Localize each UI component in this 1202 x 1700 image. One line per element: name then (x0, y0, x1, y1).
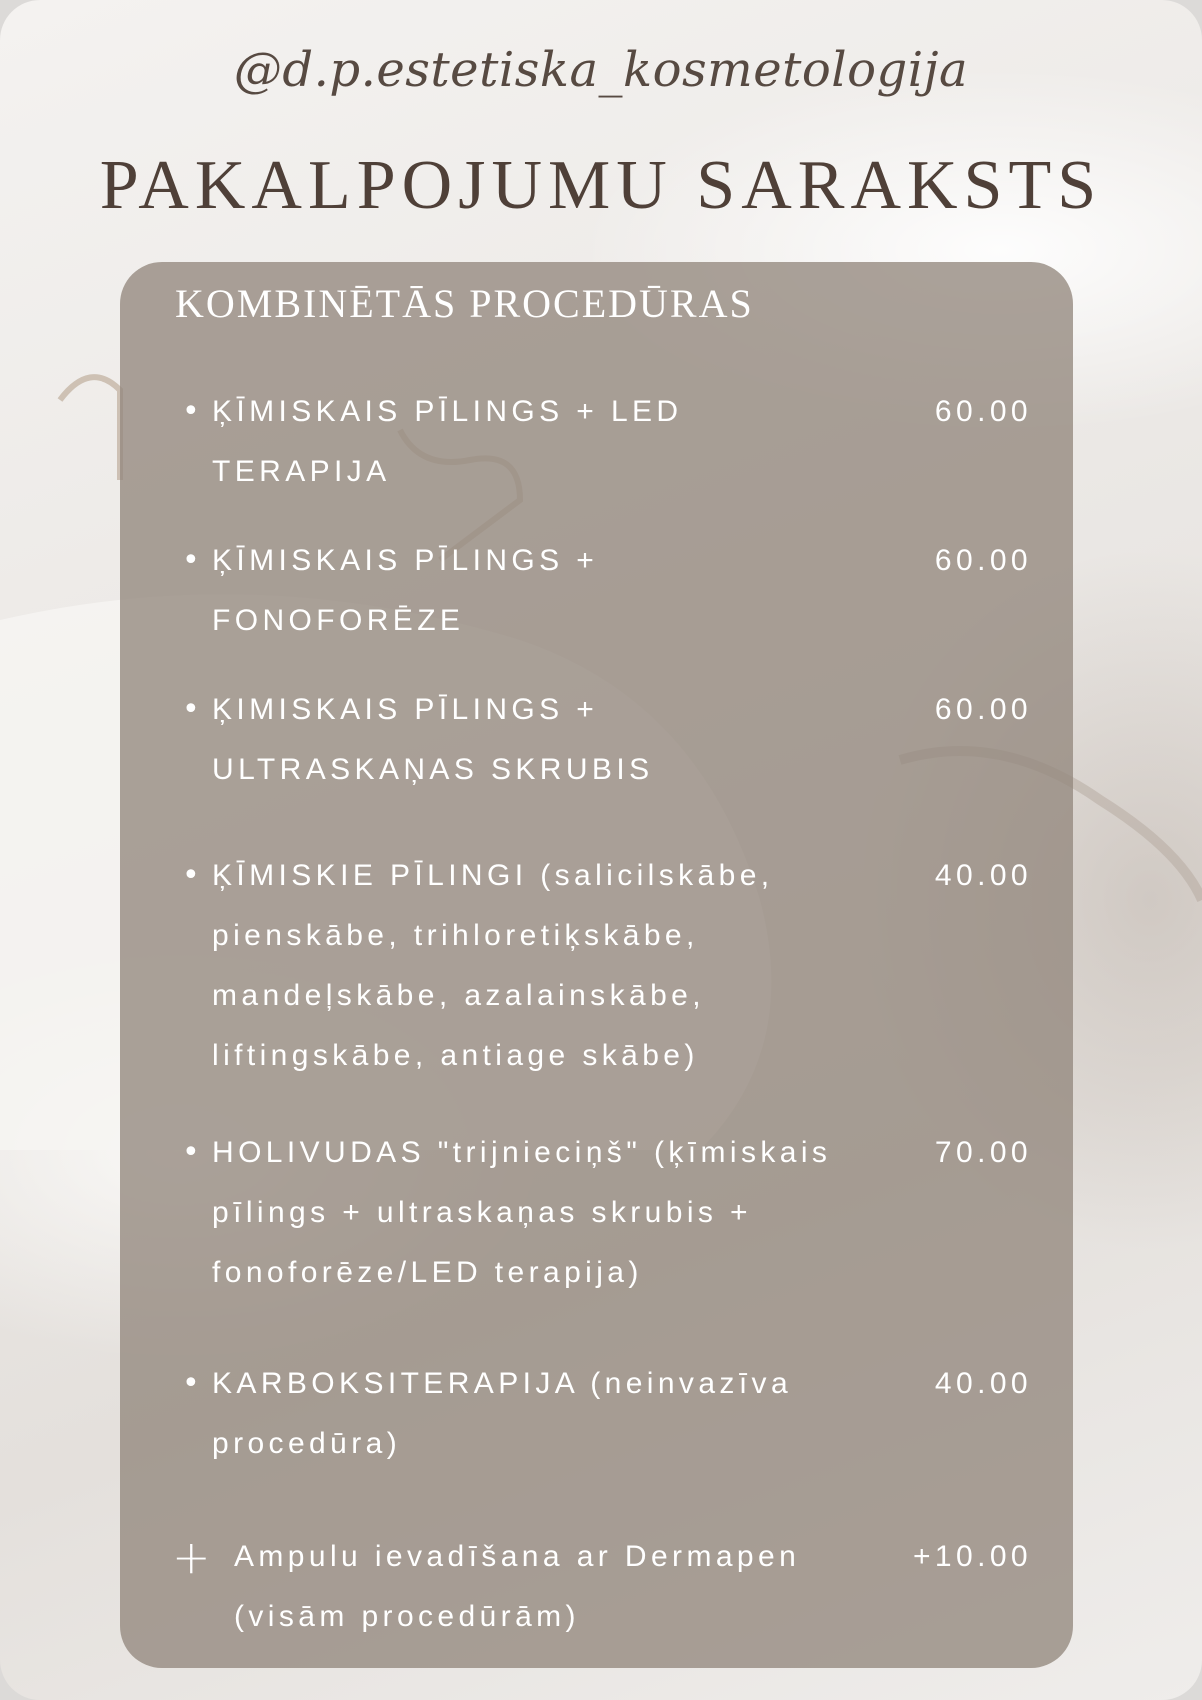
bullet-icon: • (182, 1135, 200, 1170)
service-name: ĶĪMISKAIS PĪLINGS + FONOFORĒZE (212, 544, 599, 637)
service-name: KARBOKSITERAPIJA (neinvazīva procedūra) (212, 1367, 793, 1460)
service-price: 60.00 (934, 693, 1032, 726)
service-price: 60.00 (934, 395, 1032, 428)
addon-name: Ampulu ievadīšana ar Dermapen (visām procedūrām) (234, 1540, 801, 1633)
addon-price: +10.00 (913, 1540, 1032, 1573)
services-card (120, 262, 1073, 1668)
service-price: 70.00 (934, 1136, 1032, 1169)
service-name: ĶĪMISKAIS PĪLINGS + LED TERAPIJA (212, 395, 683, 488)
service-price: 40.00 (934, 859, 1032, 892)
bullet-icon: • (182, 692, 200, 727)
page-title: PAKALPOJUMU SARAKSTS (99, 147, 1103, 224)
service-name: HOLIVUDAS "trijnieciņš" (ķīmiskais pīlings + ultraskaņas skrubis + fonoforēze/LED terapija) (212, 1136, 832, 1289)
section-title: KOMBINĒTĀS PROCEDŪRAS (175, 281, 754, 326)
bullet-icon: • (182, 1366, 200, 1401)
bullet-icon: • (182, 858, 200, 893)
service-price: 40.00 (934, 1367, 1032, 1400)
bullet-icon: • (182, 543, 200, 578)
service-name: ĶIMISKAIS PĪLINGS + ULTRASKAŅAS SKRUBIS (212, 693, 654, 786)
bullet-icon: • (182, 394, 200, 429)
instagram-handle: @d.p.estetiska_kosmetologija (233, 42, 969, 98)
service-price: 60.00 (934, 544, 1032, 577)
service-name: ĶĪMISKIE PĪLINGI (salicilskābe, pienskābe, trihloretiķskābe, mandeļskābe, azalainskābe, liftingskābe, antiage skābe) (212, 859, 774, 1072)
plus-icon: + (172, 1530, 211, 1584)
